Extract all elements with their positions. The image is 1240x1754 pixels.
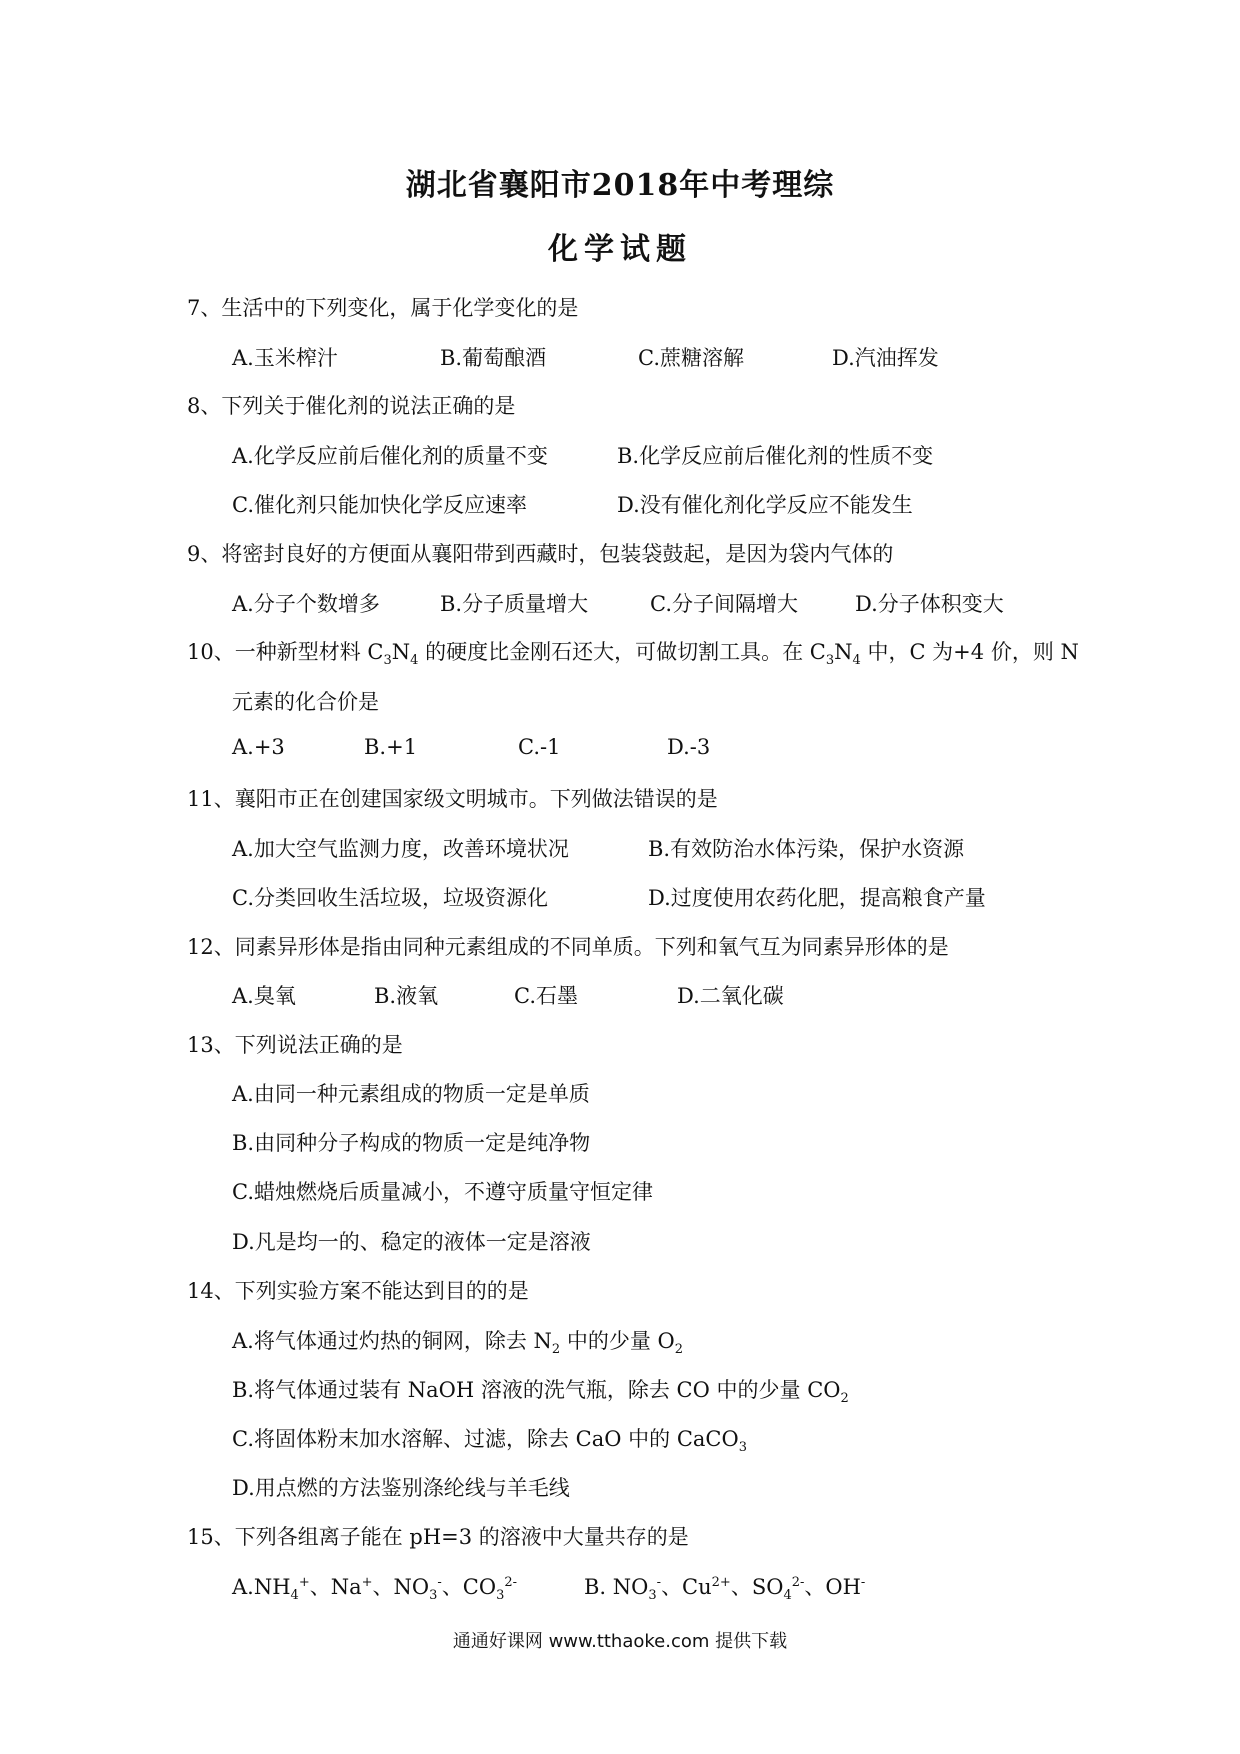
q13-option-a: A.由同一种元素组成的物质一定是单质	[232, 1082, 590, 1106]
q13-option-d: D.凡是均一的、稳定的液体一定是溶液	[232, 1230, 591, 1254]
question-10-stem: 10、一种新型材料 $C_3N_4$ 的硬度比金刚石还大，可做切割工具。在 $C_3N_4$ 中，C 为+4 价，则 N	[187, 640, 1079, 669]
question-7-stem: 7、生活中的下列变化，属于化学变化的是	[187, 296, 579, 320]
q8-option-a: A.化学反应前后催化剂的质量不变	[232, 444, 548, 468]
q15-option-b: B. $NO_3^-$、$Cu^{2+}$、$SO_4^{2-}$、OH-	[584, 1575, 866, 1604]
question-15-stem: 15、下列各组离子能在 pH=3 的溶液中大量共存的是	[187, 1525, 689, 1549]
question-10-stem-line2: 元素的化合价是	[232, 690, 379, 714]
q7-option-b: B.葡萄酿酒	[440, 346, 547, 370]
q11-option-c: C.分类回收生活垃圾，垃圾资源化	[232, 886, 548, 910]
q12-option-c: C.石墨	[514, 984, 578, 1008]
q10-option-c: C.-1	[518, 735, 561, 759]
q12-option-d: D.二氧化碳	[677, 984, 784, 1008]
q11-option-a: A.加大空气监测力度，改善环境状况	[232, 837, 569, 861]
q14-option-b: B.将气体通过装有 NaOH 溶液的洗气瓶，除去 CO 中的少量 $CO_2$	[232, 1378, 849, 1407]
q7-option-a: A.玉米榨汁	[232, 346, 338, 370]
q14-option-a: A.将气体通过灼热的铜网，除去 $N_2$ 中的少量 $O_2$	[232, 1329, 684, 1358]
q8-option-d: D.没有催化剂化学反应不能发生	[617, 493, 913, 517]
q10-option-d: D.-3	[667, 735, 711, 759]
q14-option-c: C.将固体粉末加水溶解、过滤，除去 CaO 中的 CaCO$_3$	[232, 1427, 747, 1456]
page-footer: 通通好课网 www.tthaoke.com 提供下载	[452, 1631, 788, 1652]
question-12-stem: 12、同素异形体是指由同种元素组成的不同单质。下列和氧气互为同素异形体的是	[187, 935, 949, 959]
exam-subtitle: 化学试题	[548, 232, 692, 267]
q15-option-a: $A.NH_4^+$、Na+、$NO_3^-$、$CO_3^{2-}$	[232, 1575, 518, 1604]
q8-option-c: C.催化剂只能加快化学反应速率	[232, 493, 527, 517]
q9-option-d: D.分子体积变大	[855, 592, 1004, 616]
q13-option-c: C.蜡烛燃烧后质量减小，不遵守质量守恒定律	[232, 1180, 653, 1204]
q7-option-c: C.蔗糖溶解	[638, 346, 744, 370]
exam-title: 湖北省襄阳市2018年中考理综	[405, 168, 835, 203]
q10-option-a: A.+3	[232, 735, 285, 759]
q11-option-b: B.有效防治水体污染，保护水资源	[648, 837, 965, 861]
q9-option-a: A.分子个数增多	[232, 592, 380, 616]
q12-option-a: A.臭氧	[232, 984, 296, 1008]
question-14-stem: 14、下列实验方案不能达到目的的是	[187, 1279, 529, 1303]
q10-option-b: B.+1	[364, 735, 418, 759]
q8-option-b: B.化学反应前后催化剂的性质不变	[617, 444, 934, 468]
q11-option-d: D.过度使用农药化肥，提高粮食产量	[648, 886, 986, 910]
q14-option-d: D.用点燃的方法鉴别涤纶线与羊毛线	[232, 1476, 570, 1500]
q9-option-c: C.分子间隔增大	[650, 592, 798, 616]
q12-option-b: B.液氧	[374, 984, 439, 1008]
question-13-stem: 13、下列说法正确的是	[187, 1033, 403, 1057]
question-8-stem: 8、下列关于催化剂的说法正确的是	[187, 394, 516, 418]
q7-option-d: D.汽油挥发	[832, 346, 939, 370]
q13-option-b: B.由同种分子构成的物质一定是纯净物	[232, 1131, 591, 1155]
question-11-stem: 11、襄阳市正在创建国家级文明城市。下列做法错误的是	[187, 787, 718, 811]
question-9-stem: 9、将密封良好的方便面从襄阳带到西藏时，包装袋鼓起，是因为袋内气体的	[187, 542, 894, 566]
q9-option-b: B.分子质量增大	[440, 592, 589, 616]
